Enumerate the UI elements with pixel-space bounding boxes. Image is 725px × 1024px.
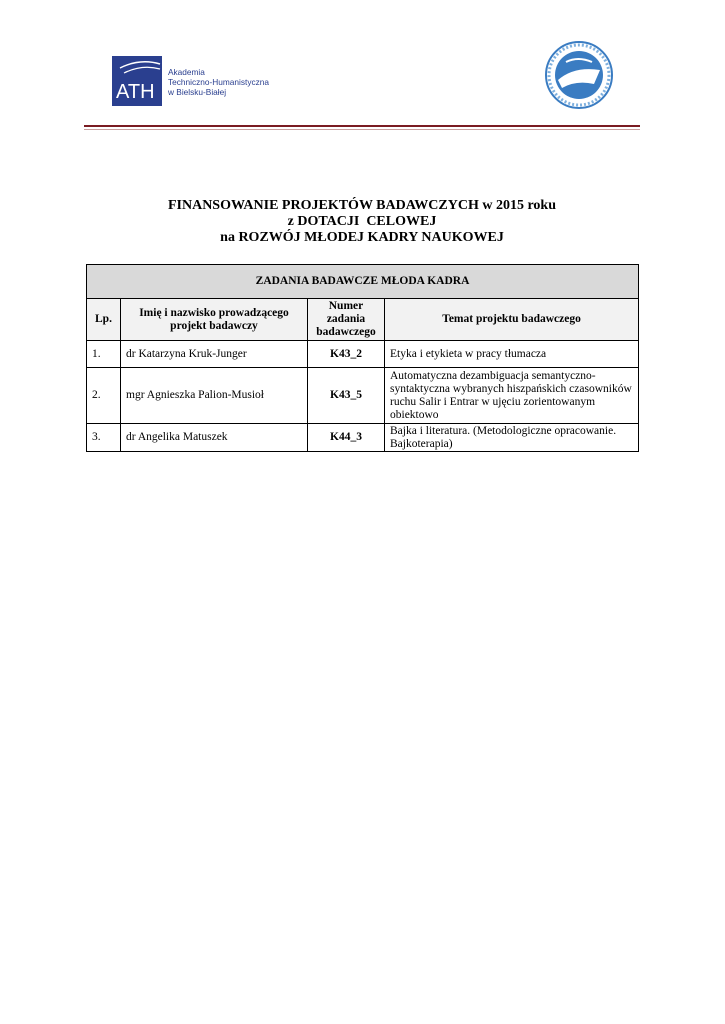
title-line-3: na ROZWÓJ MŁODEJ KADRY NAUKOWEJ — [220, 230, 504, 245]
ath-logo-letters: ATH — [116, 81, 155, 103]
table-section-title: ZADANIA BADAWCZE MŁODA KADRA — [87, 265, 639, 299]
table-row — [87, 424, 639, 452]
cell-name: dr Katarzyna Kruk-Junger — [121, 341, 308, 368]
header-rule — [84, 125, 640, 127]
ath-logo-icon — [112, 56, 162, 106]
col-header-number: Numer zadania badawczego — [308, 299, 385, 341]
cell-name: mgr Agnieszka Palion-Musioł — [121, 368, 308, 424]
title-line-2: z DOTACJI CELOWEJ — [287, 214, 437, 229]
title-line-1: FINANSOWANIE PROJEKTÓW BADAWCZYCH w 2015 roku — [167, 198, 557, 213]
cell-topic: Automatyczna dezambiguacja semantyczno-syntaktyczna wybranych hiszpańskich czasowników ruchu Salir i Entrar w ujęciu zorientowanym obiektowo — [385, 368, 639, 424]
cell-lp: 1. — [87, 341, 121, 368]
ath-logo-text: Akademia Techniczno-Humanistyczna w Bielsku-Białej — [168, 67, 269, 97]
cell-code: K44_3 — [308, 424, 385, 452]
header-rule-thin — [84, 129, 640, 130]
cell-lp: 2. — [87, 368, 121, 424]
cell-topic: Bajka i literatura. (Metodologiczne opracowanie. Bajkoterapia) — [385, 424, 639, 452]
cell-name: dr Angelika Matuszek — [121, 424, 308, 452]
col-header-topic: Temat projektu badawczego — [385, 299, 639, 341]
col-header-name: Imię i nazwisko prowadzącego projekt badawczy — [121, 299, 308, 341]
table-row — [87, 341, 639, 368]
cell-code: K43_5 — [308, 368, 385, 424]
cell-code: K43_2 — [308, 341, 385, 368]
cell-lp: 3. — [87, 424, 121, 452]
research-tasks-table — [86, 264, 639, 452]
cell-topic: Etyka i etykieta w pracy tłumacza — [385, 341, 639, 368]
document-title — [84, 198, 640, 246]
table-row — [87, 368, 639, 424]
col-header-lp: Lp. — [87, 299, 121, 341]
publisher-seal-icon — [544, 40, 614, 110]
